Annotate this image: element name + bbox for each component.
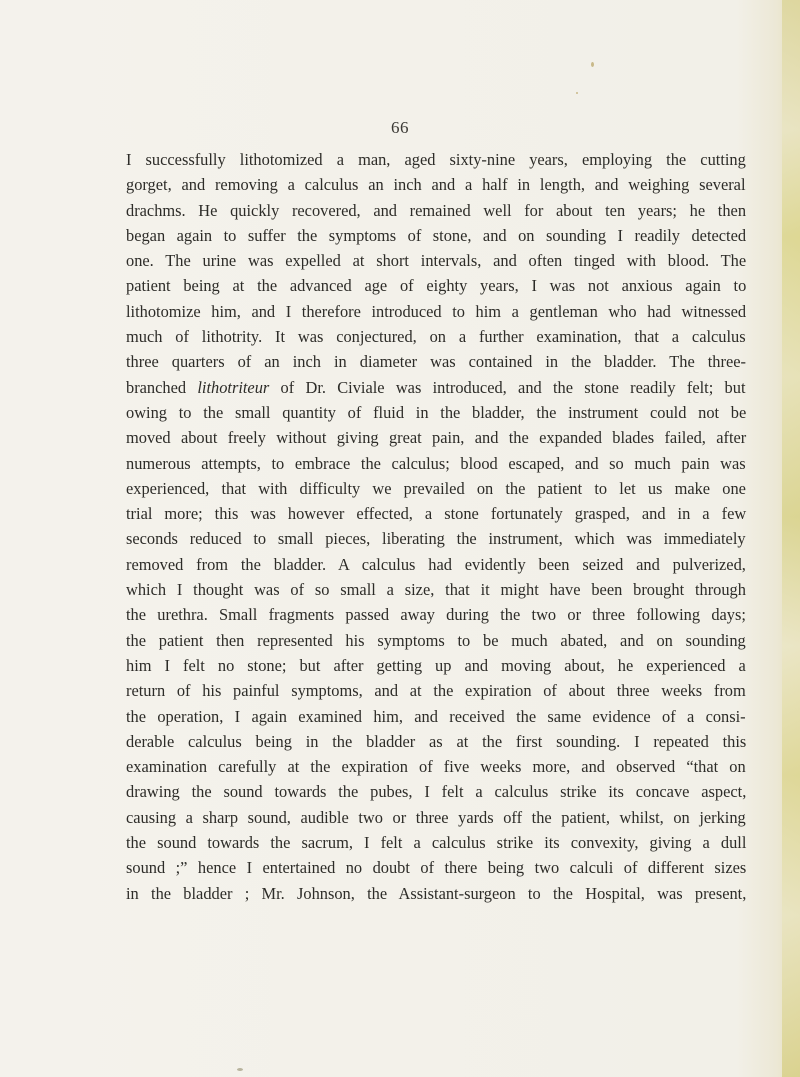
text-line: seconds reduced to small pieces, liberating the instrument, which was immediately [126,529,746,549]
text-line: causing a sharp sound, audible two or three yards off the patient, whilst, on jerking [126,807,746,827]
text-line: three quarters of an inch in diameter was contained in the bladder. The three- [126,352,746,372]
page-edge-stain [782,0,800,1077]
text-line: numerous attempts, to embrace the calculus; blood escaped, and so much pain was [126,453,746,473]
paper-speck [591,62,594,67]
text-line: the urethra. Small fragments passed away during the two or three following days; [126,605,746,625]
text-line: lithotomize him, and I therefore introduced to him a gentleman who had witnessed [126,301,747,321]
text-line: I successfully lithotomized a man, aged sixty-nine years, employing the cutting [126,150,746,169]
italic-term: lithotriteur [197,377,270,397]
page-number: 66 [391,118,409,137]
text-line: in the bladder ; Mr. Johnson, the Assistant-surgeon to the Hospital, was present, [126,883,747,903]
text-line: the sound towards the sacrum, I felt a calculus strike its convexity, giving a dull [126,833,747,853]
text-line: the operation, I again examined him, and received the same evidence of a consi- [126,706,746,726]
text-line: derable calculus being in the bladder as at the first sounding. I repeated this [126,731,747,751]
text-line: sound ;” hence I entertained no doubt of there being two calculi of different sizes [126,858,747,878]
text-line: trial more; this was however effected, a stone fortunately grasped, and in a few [126,504,747,524]
text-line: drawing the sound towards the pubes, I felt a calculus strike its concave aspect, [126,782,747,802]
text-line: much of lithotrity. It was conjectured, on a further examination, that a calculus [126,327,746,347]
text-line: patient being at the advanced age of eighty years, I was not anxious again to [126,276,747,296]
paper-speck [237,1068,243,1071]
text-line: one. The urine was expelled at short intervals, and often tinged with blood. The [126,251,747,271]
text-line: began again to suffer the symptoms of stone, and on sounding I readily detected [126,225,747,245]
text-line: him I felt no stone; but after getting up and moving about, he experienced a [126,655,746,675]
text-line: examination carefully at the expiration of five weeks more, and observed “that on [126,757,746,777]
text-line: moved about freely without giving great pain, and the expanded blades failed, after [126,428,747,448]
text-line: removed from the bladder. A calculus had evidently been seized and pulverized, [126,554,746,574]
text-line: owing to the small quantity of fluid in the bladder, the instrument could not be [126,402,747,422]
text-line: which I thought was of so small a size, that it might have been brought through [126,580,746,600]
text-line: experienced, that with difficulty we prevailed on the patient to let us make one [126,478,746,498]
text-line: drachms. He quickly recovered, and remained well for about ten years; he then [126,200,747,220]
text-line: branched lithotriteur of Dr. Civiale was introduced, and the stone readily felt; but [126,377,746,397]
paper-speck [576,92,578,94]
text-line: gorget, and removing a calculus an inch and a half in length, and weighing several [126,175,746,195]
text-line: the patient then represented his symptoms to be much abated, and on sounding [126,630,746,650]
text-line: return of his painful symptoms, and at the expiration of about three weeks from [126,681,746,701]
body-text [126,147,746,906]
